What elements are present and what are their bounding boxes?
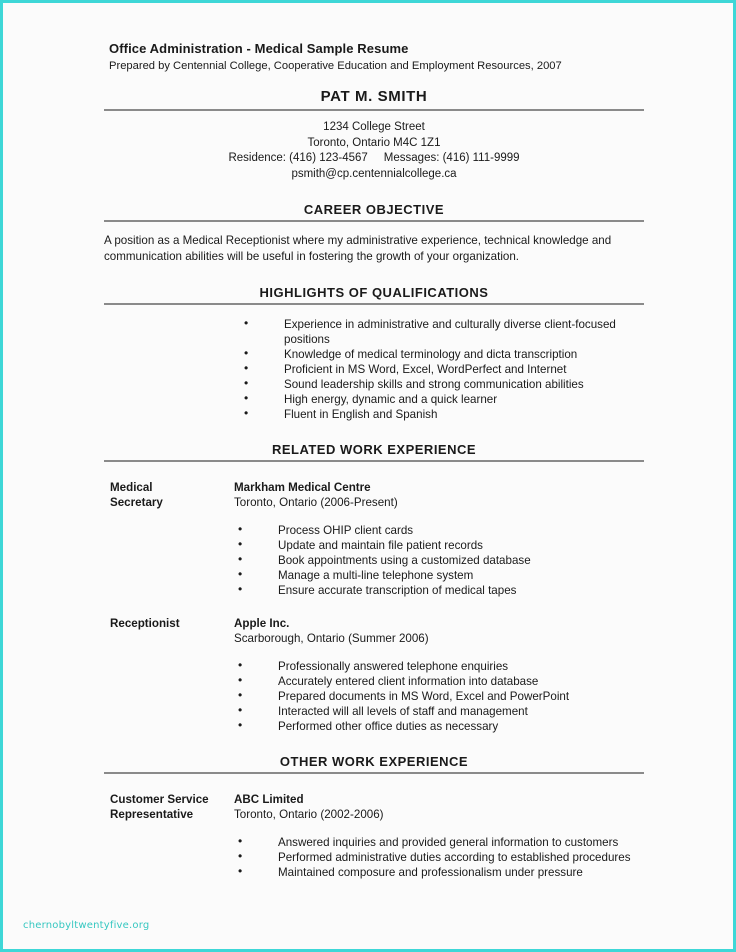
other-experience-jobs (104, 792, 644, 880)
section-heading-objective: CAREER OBJECTIVE (303, 202, 445, 217)
section-heading-other-experience: OTHER WORK EXPERIENCE (279, 754, 469, 769)
divider-highlights (104, 303, 644, 305)
list-item: • High energy, dynamic and a quick learner (104, 392, 644, 407)
job-role: Receptionist (110, 617, 180, 630)
job-duties-list (234, 835, 644, 880)
list-item: • Ensure accurate transcription of medical tapes (234, 583, 644, 598)
related-experience-jobs (104, 480, 644, 734)
contact-phone: Residence: (416) 123-4567 Messages: (416) 111-9999 (228, 152, 520, 164)
highlights-list (104, 317, 644, 422)
divider-name (104, 109, 644, 111)
list-item: • Process OHIP client cards (234, 523, 644, 538)
list-item: • Manage a multi-line telephone system (234, 568, 644, 583)
job-role: Customer Service Representative (110, 793, 209, 821)
job-entry (104, 792, 644, 880)
section-heading-highlights: HIGHLIGHTS OF QUALIFICATIONS (259, 285, 489, 300)
job-entry (104, 480, 644, 598)
list-item: • Book appointments using a customized database (234, 553, 644, 568)
list-item: • Sound leadership skills and strong communication abilities (104, 377, 644, 392)
list-item: • Knowledge of medical terminology and dicta transcription (104, 347, 644, 362)
divider-related-experience (104, 460, 644, 462)
contact-address: 1234 College Street (323, 121, 425, 133)
list-item: • Performed other office duties as necessary (234, 719, 644, 734)
list-item: • Fluent in English and Spanish (104, 407, 644, 422)
job-detail (234, 616, 644, 734)
list-item: • Maintained composure and professionalism under pressure (234, 865, 644, 880)
resume-sheet (104, 41, 644, 880)
job-duties-list (234, 659, 644, 734)
contact-block (104, 120, 644, 182)
job-company: Apple Inc. (234, 617, 290, 630)
divider-other-experience (104, 772, 644, 774)
site-watermark: chernobyltwentyfive.org (23, 920, 150, 931)
job-location: Toronto, Ontario (2006-Present) (234, 496, 398, 509)
job-location: Scarborough, Ontario (Summer 2006) (234, 632, 429, 645)
list-item: • Interacted will all levels of staff and management (234, 704, 644, 719)
document-title: Office Administration - Medical Sample Resume (109, 41, 409, 56)
contact-city: Toronto, Ontario M4C 1Z1 (307, 136, 441, 149)
job-duties-list (234, 523, 644, 598)
job-location: Toronto, Ontario (2002-2006) (234, 808, 384, 821)
list-item: • Update and maintain file patient records (234, 538, 644, 553)
section-related-experience (104, 442, 644, 734)
section-heading-related-experience: RELATED WORK EXPERIENCE (271, 442, 477, 457)
job-detail (234, 480, 644, 598)
list-item: • Accurately entered client information into database (234, 674, 644, 689)
document-subtitle: Prepared by Centennial College, Cooperative Education and Employment Resources, 2007 (109, 60, 562, 72)
list-item: • Experience in administrative and culturally diverse client-focused positions (104, 317, 644, 347)
list-item: • Prepared documents in MS Word, Excel and PowerPoint (234, 689, 644, 704)
job-detail (234, 792, 644, 880)
job-entry (104, 616, 644, 734)
list-item: • Performed administrative duties according to established procedures (234, 850, 644, 865)
section-career-objective (104, 202, 644, 265)
contact-email: psmith@cp.centennialcollege.ca (291, 167, 457, 180)
divider-objective (104, 220, 644, 222)
objective-text: A position as a Medical Receptionist where my administrative experience, technical knowledge and communication abilities will be useful in fostering the growth of your organization. (104, 234, 612, 263)
section-other-experience (104, 754, 644, 880)
job-company: ABC Limited (234, 793, 304, 806)
list-item: • Answered inquiries and provided general information to customers (234, 835, 644, 850)
list-item: • Professionally answered telephone enquiries (234, 659, 644, 674)
job-role: Medical Secretary (110, 481, 163, 509)
list-item: • Proficient in MS Word, Excel, WordPerfect and Internet (104, 362, 644, 377)
candidate-name: PAT M. SMITH (320, 88, 428, 105)
job-company: Markham Medical Centre (234, 481, 371, 494)
section-highlights (104, 285, 644, 422)
